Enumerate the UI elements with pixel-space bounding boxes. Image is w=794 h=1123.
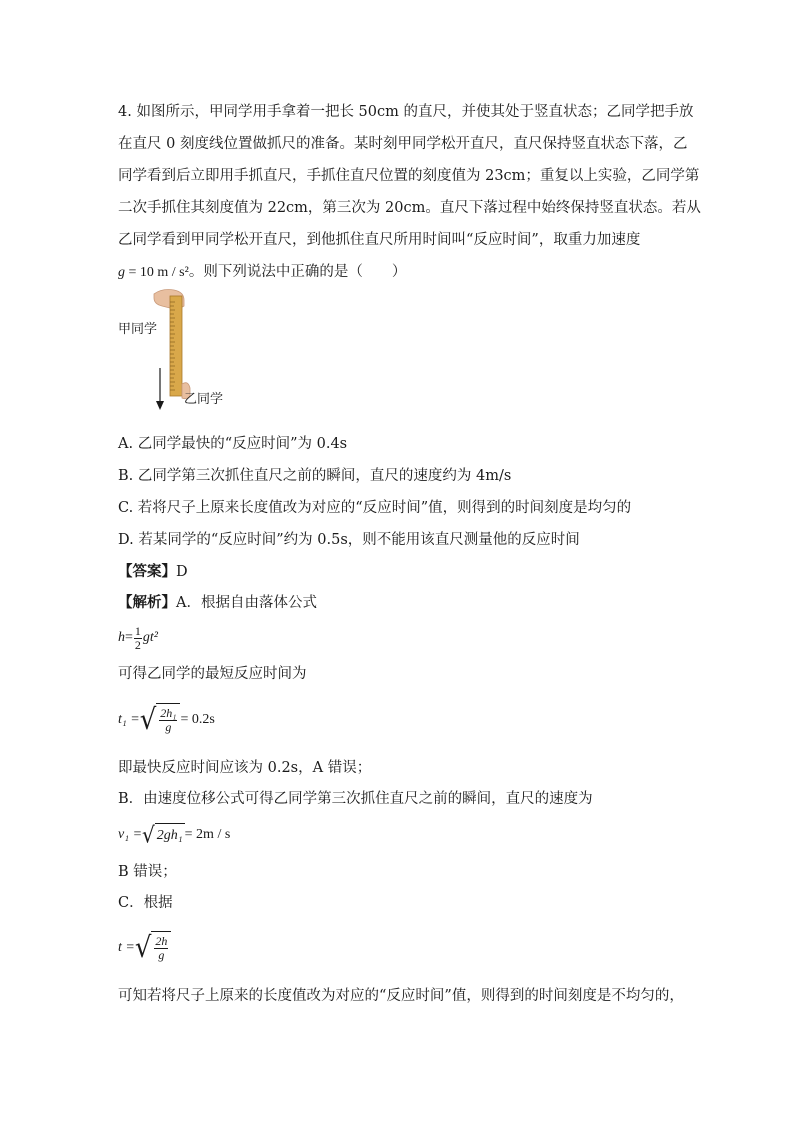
formula3-under-root: 2gh₁ <box>155 823 185 847</box>
question-prompt: 。则下列说法中正确的是（ ） <box>188 264 407 280</box>
option-c: C. 若将尺子上原来长度值改为对应的“反应时间”值，则得到的时间刻度是均匀的 <box>118 500 632 516</box>
formula2-sqrt <box>140 703 181 737</box>
answer-line <box>118 562 188 582</box>
formula2-lhs: t₁ = <box>118 712 140 727</box>
analysis-line-a <box>118 593 317 613</box>
answer-value: D <box>176 564 188 580</box>
answer-label: 【答案】 <box>118 563 176 580</box>
formula3-rhs: = 2m / s <box>184 827 231 842</box>
analysis-a-conclusion: 即最快反应时间应该为 0.2s，A 错误； <box>118 760 372 776</box>
formula3-sqrt <box>142 823 185 847</box>
ruler-illustration <box>118 288 248 418</box>
formula4-fraction <box>154 935 168 962</box>
analysis-b-conclusion: B 错误； <box>118 864 177 880</box>
sqrt-symbol: √ <box>139 703 157 737</box>
formula2-fraction <box>159 707 177 734</box>
ruler-figure <box>118 288 248 418</box>
formula1-eq: = <box>125 630 133 645</box>
formula2-numerator: 2h₁ <box>160 706 177 720</box>
analysis-c-conclusion: 可知若将尺子上原来的长度值改为对应的“反应时间”值，则得到的时间刻度是不均匀的， <box>118 988 684 1004</box>
analysis-shortest: 可得乙同学的最短反应时间为 <box>118 666 307 682</box>
option-b: B. 乙同学第三次抓住直尺之前的瞬间，直尺的速度约为 4m/s <box>118 468 512 484</box>
formula4-under-root <box>151 931 171 965</box>
formula2-rhs: = 0.2s <box>180 712 215 727</box>
formula1-rhs: gt² <box>142 630 158 645</box>
formula-reaction-time <box>118 700 215 740</box>
question-line-5: 乙同学看到甲同学松开直尺，到他抓住直尺所用时间叫“反应时间”，取重力加速度 <box>118 232 641 248</box>
analysis-a-intro: A．根据自由落体公式 <box>176 595 317 611</box>
question-line-6 <box>118 262 406 283</box>
formula3-lhs: v₁ = <box>118 827 143 842</box>
formula-time <box>118 928 171 968</box>
formula4-sqrt <box>135 931 172 965</box>
analysis-c-intro: C．根据 <box>118 895 173 911</box>
gravity-value: = 10 m / s² <box>125 265 189 280</box>
analysis-label: 【解析】 <box>118 594 176 611</box>
question-line-2: 在直尺 0 刻度线位置做抓尺的准备。某时刻甲同学松开直尺，直尺保持竖直状态下落，乙 <box>118 136 688 152</box>
formula4-denominator: g <box>158 948 165 962</box>
label-yi: 乙同学 <box>184 392 224 407</box>
label-jia: 甲同学 <box>118 322 158 337</box>
question-line-3: 同学看到后立即用手抓直尺，手抓住直尺位置的刻度值为 23cm；重复以上实验，乙同学第 <box>118 168 700 184</box>
formula4-lhs: t = <box>118 940 135 955</box>
formula1-numerator: 1 <box>134 623 141 638</box>
formula-velocity <box>118 820 230 850</box>
gravity-symbol: g <box>118 265 125 280</box>
question-line-4: 二次手抓住其刻度值为 22cm，第三次为 20cm。直尺下落过程中始终保持竖直状态。若从 <box>118 200 701 216</box>
fall-arrow-head <box>156 401 164 410</box>
option-a: A. 乙同学最快的“反应时间”为 0.4s <box>118 436 348 452</box>
formula-free-fall <box>118 622 158 654</box>
analysis-b-intro: B．由速度位移公式可得乙同学第三次抓住直尺之前的瞬间，直尺的速度为 <box>118 791 593 807</box>
formula2-denominator: g <box>165 720 172 734</box>
formula1-fraction <box>134 625 142 652</box>
question-line-1: 4. 如图所示，甲同学用手拿着一把长 50cm 的直尺，并使其处于竖直状态；乙同学把手放 <box>118 104 694 120</box>
formula1-denominator: 2 <box>134 637 141 652</box>
option-d: D. 若某同学的“反应时间”约为 0.5s，则不能用该直尺测量他的反应时间 <box>118 532 580 548</box>
formula1-lhs: h <box>118 630 125 645</box>
formula4-numerator: 2h <box>155 934 168 948</box>
formula2-under-root <box>156 703 180 737</box>
sqrt-symbol: √ <box>134 931 152 965</box>
sqrt-symbol: √ <box>142 821 155 849</box>
